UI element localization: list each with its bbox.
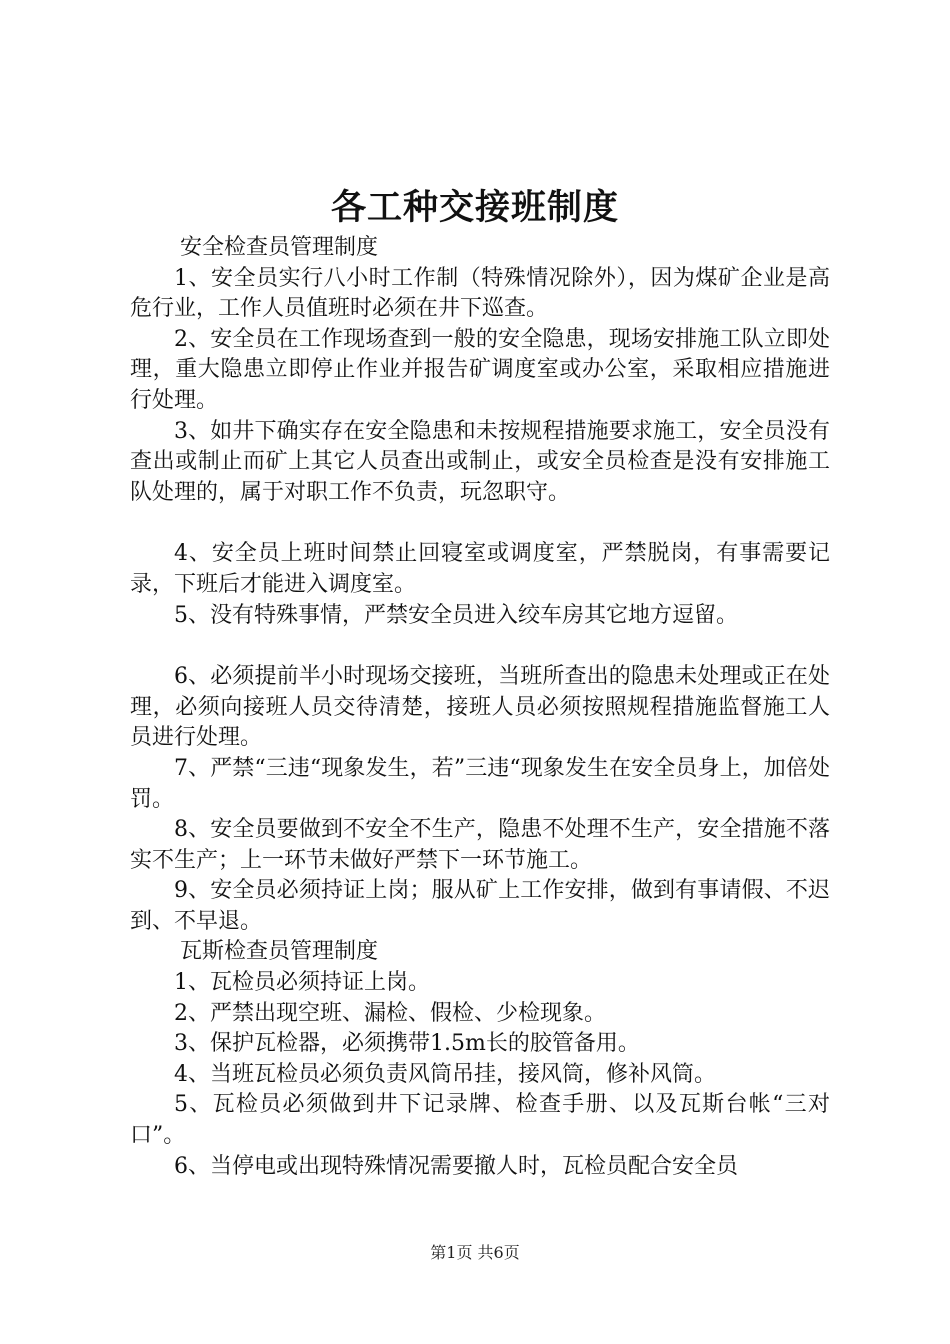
list-item: 4、安全员上班时间禁止回寝室或调度室，严禁脱岗，有事需要记录，下班后才能进入调度室。 xyxy=(130,541,830,597)
list-item: 1、安全员实行八小时工作制（特殊情况除外），因为煤矿企业是高危行业，工作人员值班时必须在井下巡查。 xyxy=(130,265,830,322)
list-item: 1、瓦检员必须持证上岗。 xyxy=(174,970,430,996)
list-item: 9、安全员必须持证上岗；服从矿上工作安排，做到有事请假、不迟到、不早退。 xyxy=(130,878,830,934)
list-item: 4、当班瓦检员必须负责风筒吊挂，接风筒，修补风筒。 xyxy=(174,1061,716,1087)
document-body xyxy=(130,233,830,1182)
list-item: 6、必须提前半小时现场交接班，当班所查出的隐患未处理或正在处理，必须向接班人员交待清楚，接班人员必须按照规程措施监督施工人员进行处理。 xyxy=(130,664,830,751)
section-heading: 安全检查员管理制度 xyxy=(180,235,379,260)
paragraph-gap xyxy=(130,631,830,662)
list-item: 5、没有特殊事情，严禁安全员进入绞车房其它地方逗留。 xyxy=(174,602,738,628)
list-item: 8、安全员要做到不安全不生产，隐患不处理不生产，安全措施不落实不生产；上一环节未做好严禁下一环节施工。 xyxy=(130,817,830,873)
list-item: 2、严禁出现空班、漏检、假检、少检现象。 xyxy=(174,1000,606,1026)
list-item: 3、保护瓦检器，必须携带1.5m长的胶管备用。 xyxy=(174,1031,640,1057)
page-footer: 第1页 共6页 xyxy=(430,1243,520,1262)
section-heading: 瓦斯检查员管理制度 xyxy=(180,939,379,965)
page-title: 各工种交接班制度 xyxy=(330,187,619,228)
list-item: 2、安全员在工作现场查到一般的安全隐患，现场安排施工队立即处理，重大隐患立即停止作业并报告矿调度室或办公室，采取相应措施进行处理。 xyxy=(130,326,830,413)
paragraph-gap xyxy=(130,508,830,539)
list-item: 3、如井下确实存在安全隐患和未按规程措施要求施工，安全员没有查出或制止而矿上其它人员查出或制止，或安全员检查是没有安排施工队处理的，属于对职工作不负责，玩忽职守。 xyxy=(130,418,830,505)
list-item: 7、严禁“三违“现象发生，若”三违“现象发生在安全员身上，加倍处罚。 xyxy=(130,755,830,812)
list-item: 6、当停电或出现特殊情况需要撤人时，瓦检员配合安全员 xyxy=(174,1153,738,1179)
list-item: 5、瓦检员必须做到井下记录牌、检查手册、以及瓦斯台帐“三对口”。 xyxy=(130,1092,830,1149)
